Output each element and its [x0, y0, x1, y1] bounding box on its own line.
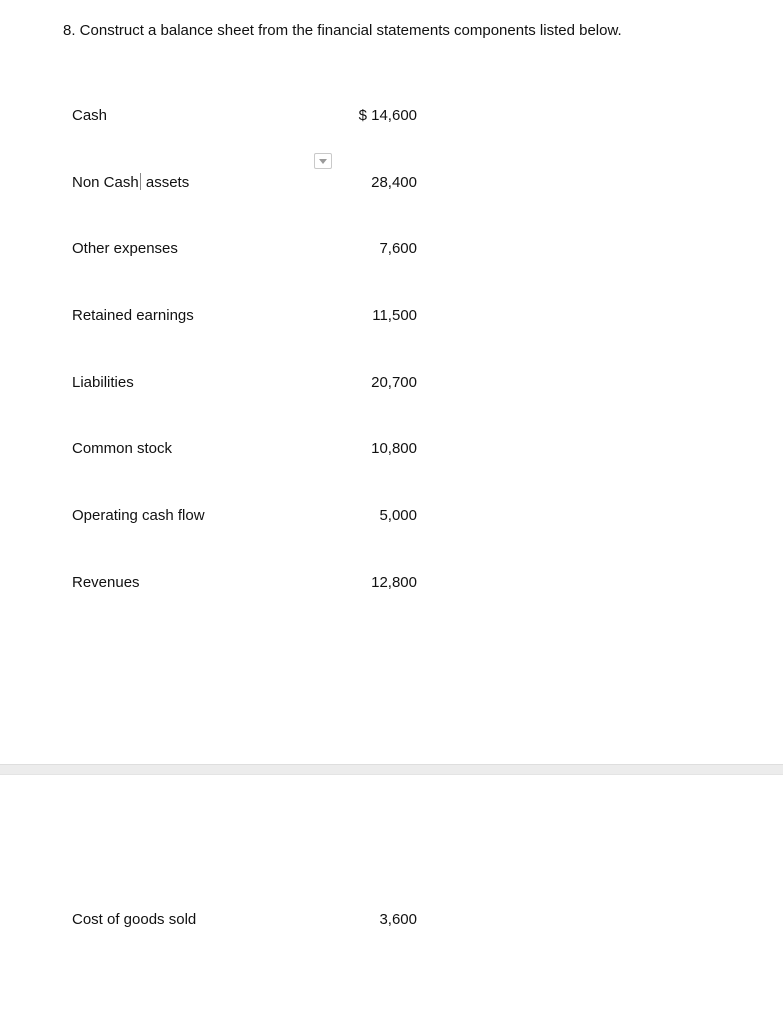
item-label: Other expenses [72, 240, 178, 257]
list-item-cash [0, 106, 783, 126]
item-label: Retained earnings [72, 307, 194, 324]
item-label: Common stock [72, 440, 173, 457]
list-item-liabilities [0, 373, 783, 393]
item-label-part: assets [141, 174, 190, 191]
item-value: 11,500 [372, 307, 417, 324]
list-item-operating-cash-flow [0, 506, 783, 526]
item-label: Cash [72, 107, 108, 124]
item-value: 5,000 [379, 507, 417, 524]
list-item-cost-of-goods-sold [0, 910, 783, 930]
item-value: 10,800 [371, 440, 417, 457]
page-break-divider [0, 764, 783, 775]
item-value: 28,400 [371, 174, 417, 191]
text-cursor [140, 173, 141, 190]
item-label: Liabilities [72, 374, 134, 391]
item-value: 3,600 [379, 911, 417, 928]
list-item-retained-earnings [0, 306, 783, 326]
item-value: 7,600 [379, 240, 417, 257]
list-item-common-stock [0, 439, 783, 459]
item-label-part: Non Cash [72, 174, 139, 191]
item-label: Operating cash flow [72, 507, 205, 524]
list-item-revenues [0, 573, 783, 593]
item-label[interactable] [72, 173, 189, 193]
item-label: Cost of goods sold [72, 911, 197, 928]
item-value: 12,800 [371, 574, 417, 591]
item-label: Revenues [72, 574, 140, 591]
question-text: 8. Construct a balance sheet from the financial statements components listed below. [63, 22, 622, 39]
list-item-other-expenses [0, 239, 783, 259]
item-value: 20,700 [371, 374, 417, 391]
dropdown-arrow-icon[interactable] [314, 153, 332, 169]
list-item-non-cash-assets [0, 173, 783, 193]
item-value: $ 14,600 [358, 107, 417, 124]
